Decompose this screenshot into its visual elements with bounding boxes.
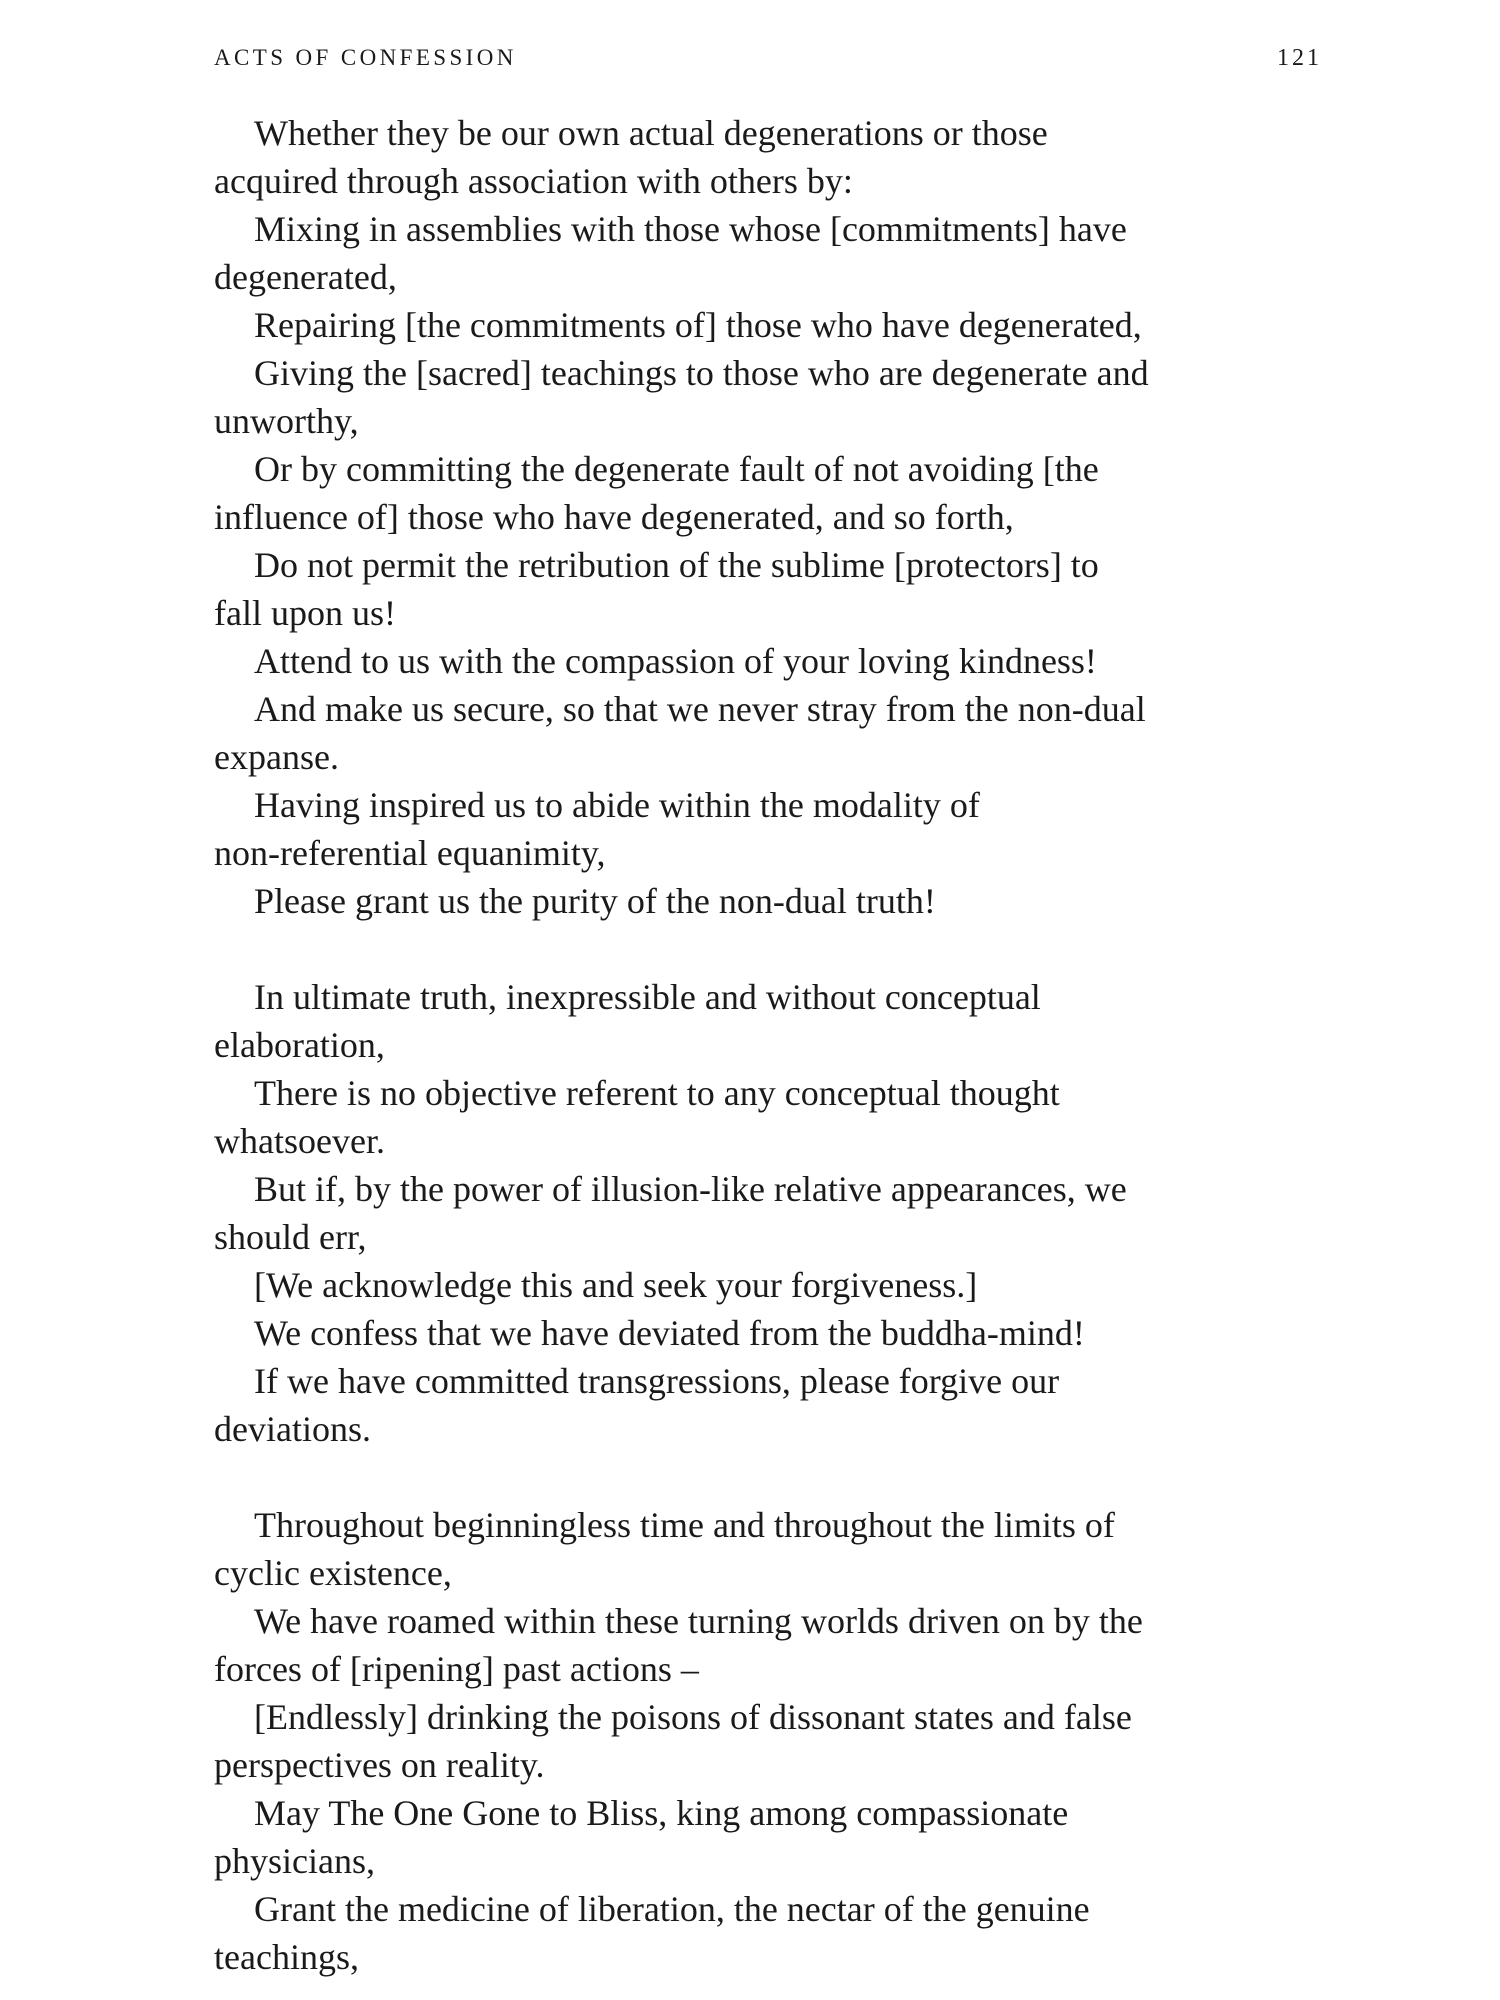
- stanza: [214, 1501, 1364, 1981]
- verse-row: unworthy,: [214, 401, 359, 441]
- verse-line: [214, 301, 1364, 349]
- verse-row: teachings,: [214, 1937, 359, 1977]
- verse-row: physicians,: [214, 1841, 375, 1881]
- verse-row: Please grant us the purity of the non-dual truth!: [254, 881, 936, 921]
- verse-row: [Endlessly] drinking the poisons of dissonant states and false: [254, 1697, 1132, 1737]
- verse-row: degenerated,: [214, 257, 397, 297]
- verse-row: whatsoever.: [214, 1121, 385, 1161]
- stanza: [214, 973, 1364, 1453]
- verse-line: [214, 109, 1364, 205]
- verse-row: non-referential equanimity,: [214, 833, 606, 873]
- verse-row: Having inspired us to abide within the modality of: [254, 785, 980, 825]
- verse-line: [214, 1261, 1364, 1309]
- verse-row: But if, by the power of illusion-like relative appearances, we: [254, 1169, 1127, 1209]
- verse-row: deviations.: [214, 1409, 371, 1449]
- verse-row: Throughout beginningless time and throughout the limits of: [254, 1505, 1115, 1545]
- verse-row: Or by committing the degenerate fault of not avoiding [the: [254, 449, 1099, 489]
- verse-line: [214, 1309, 1364, 1357]
- verse-line: [214, 349, 1364, 445]
- verse-row: Do not permit the retribution of the sublime [protectors] to: [254, 545, 1099, 585]
- verse-line: [214, 1597, 1364, 1693]
- running-title: ACTS OF CONFESSION: [214, 45, 517, 70]
- verse-row: should err,: [214, 1217, 367, 1257]
- stanza: [214, 109, 1364, 925]
- verse-row: perspectives on reality.: [214, 1745, 545, 1785]
- verse-line: [214, 1885, 1364, 1981]
- verse-line: [214, 1693, 1364, 1789]
- verse-row: Mixing in assemblies with those whose [commitments] have: [254, 209, 1127, 249]
- verse-row: Repairing [the commitments of] those who have degenerated,: [254, 305, 1142, 345]
- verse-row: fall upon us!: [214, 593, 396, 633]
- verse-line: [214, 1789, 1364, 1885]
- verse-line: [214, 445, 1364, 541]
- verse-row: influence of] those who have degenerated, and so forth,: [214, 497, 1014, 537]
- verse-row: May The One Gone to Bliss, king among compassionate: [254, 1793, 1069, 1833]
- verse-line: [214, 781, 1364, 877]
- verse-row: If we have committed transgressions, please forgive our: [254, 1361, 1060, 1401]
- verse-row: And make us secure, so that we never stray from the non-dual: [254, 689, 1146, 729]
- verse-row: In ultimate truth, inexpressible and without conceptual: [254, 977, 1041, 1017]
- verse-row: [We acknowledge this and seek your forgiveness.]: [254, 1265, 978, 1305]
- verse-row: Attend to us with the compassion of your loving kindness!: [254, 641, 1097, 681]
- verse-line: [214, 973, 1364, 1069]
- verse-text: [214, 109, 1364, 1981]
- page-number: 121: [1277, 45, 1322, 71]
- verse-line: [214, 541, 1364, 637]
- verse-line: [214, 1501, 1364, 1597]
- verse-row: expanse.: [214, 737, 339, 777]
- verse-row: Grant the medicine of liberation, the nectar of the genuine: [254, 1889, 1090, 1929]
- verse-row: forces of [ripening] past actions –: [214, 1649, 699, 1689]
- verse-row: There is no objective referent to any conceptual thought: [254, 1073, 1060, 1113]
- verse-line: [214, 637, 1364, 685]
- verse-row: Whether they be our own actual degenerations or those: [254, 113, 1048, 153]
- verse-line: [214, 877, 1364, 925]
- verse-line: [214, 1357, 1364, 1453]
- verse-line: [214, 1069, 1364, 1165]
- running-head: [214, 38, 1322, 78]
- verse-line: [214, 1165, 1364, 1261]
- verse-row: We have roamed within these turning worlds driven on by the: [254, 1601, 1143, 1641]
- verse-row: We confess that we have deviated from the buddha-mind!: [254, 1313, 1085, 1353]
- verse-row: Giving the [sacred] teachings to those who are degenerate and: [254, 353, 1149, 393]
- verse-row: cyclic existence,: [214, 1553, 452, 1593]
- verse-line: [214, 685, 1364, 781]
- verse-row: acquired through association with others by:: [214, 161, 853, 201]
- verse-line: [214, 205, 1364, 301]
- verse-row: elaboration,: [214, 1025, 385, 1065]
